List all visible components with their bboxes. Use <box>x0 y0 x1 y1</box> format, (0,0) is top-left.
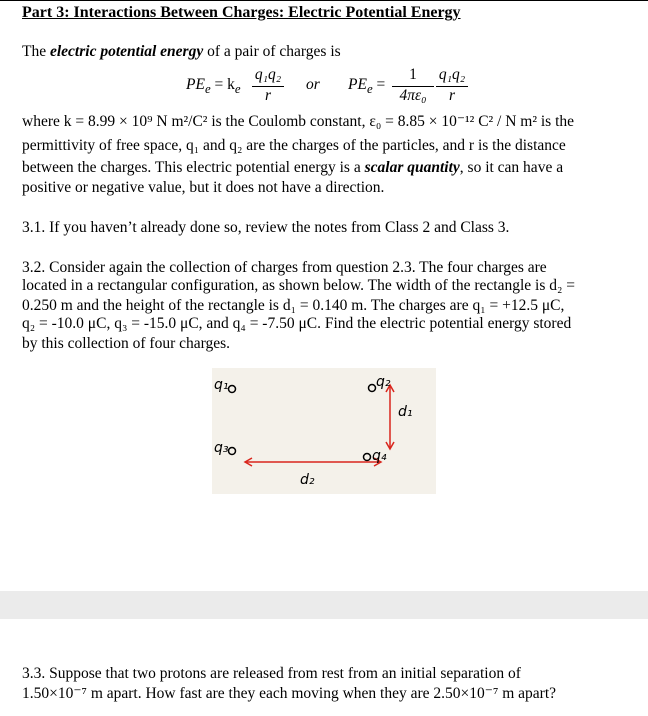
charge-q4-dot <box>364 454 371 461</box>
part-title: Part 3: Interactions Between Charges: Electric Potential Energy <box>22 4 461 21</box>
definitions-line4: positive or negative value, but it does not have a direction. <box>22 179 385 196</box>
question-3-2-line2: located in a rectangular configuration, as shown below. The width of the rectangle is d₂ = <box>22 277 576 294</box>
eq-denominator2: r <box>448 87 456 104</box>
charge-q1-dot <box>229 386 236 393</box>
question-3-2-line5: by this collection of four charges. <box>22 335 231 352</box>
eq-one: 1 <box>409 66 417 83</box>
charge-q3-dot <box>229 448 236 455</box>
page-break-band <box>0 591 648 619</box>
question-3-1: 3.1. If you haven’t already done so, review the notes from Class 2 and Class 3. <box>22 219 510 236</box>
label-q1: q₁ <box>214 377 229 393</box>
intro-term: electric potential energy <box>49 43 204 60</box>
charge-rectangle-figure <box>212 368 436 494</box>
energy-equation <box>0 62 648 112</box>
definitions-line3: between the charges. This electric potential energy is a scalar quantity, so it can have a <box>22 159 564 176</box>
eq-numerator2: q₁q₂ <box>438 66 466 83</box>
question-3-3-line2: 1.50×10⁻⁷ m apart. How fast are they each moving when they are 2.50×10⁻⁷ m apart? <box>22 685 557 702</box>
label-d2: d₂ <box>300 472 315 488</box>
charge-q2-dot <box>369 385 376 392</box>
question-3-2-line4: q₂ = -10.0 μC, q₃ = -15.0 μC, and q₄ = -7.50 μC. Find the electric potential energy stored <box>22 315 572 332</box>
scalar-term: scalar quantity <box>364 159 460 176</box>
eq-lhs2: $PE_e$ = <box>348 76 386 97</box>
intro-post: of a pair of charges is <box>203 43 341 60</box>
eq-denominator: r <box>264 87 272 104</box>
top-rule <box>0 0 648 1</box>
label-q2: q₂ <box>376 374 391 390</box>
eq-or: or <box>306 76 320 93</box>
label-d1: d₁ <box>398 404 413 420</box>
definitions-line1: where k = 8.99 × 10⁹ N m²/C² is the Coulomb constant, ε₀ = 8.85 × 10⁻¹² C² / N m² is the <box>22 113 575 130</box>
intro-line <box>22 42 341 62</box>
label-q4: q₄ <box>372 448 387 464</box>
question-3-2-line3: 0.250 m and the height of the rectangle is d₁ = 0.140 m. The charges are q₁ = +12.5 μC, <box>22 297 565 314</box>
label-q3: q₃ <box>214 440 229 456</box>
eq-four-pi-eps: 4πε₀ <box>399 87 427 104</box>
question-3-2-line1: 3.2. Consider again the collection of charges from question 2.3. The four charges are <box>22 259 547 276</box>
figure-drawing <box>212 368 436 494</box>
eq-lhs: $PE_e = k_e$ <box>186 76 241 97</box>
eq-numerator: q₁q₂ <box>254 66 282 83</box>
question-3-3-line1: 3.3. Suppose that two protons are released from rest from an initial separation of <box>22 665 521 682</box>
definitions-line2: permittivity of free space, q₁ and q₂ are the charges of the particles, and r is the distance <box>22 137 566 154</box>
intro-pre: The <box>22 43 50 60</box>
